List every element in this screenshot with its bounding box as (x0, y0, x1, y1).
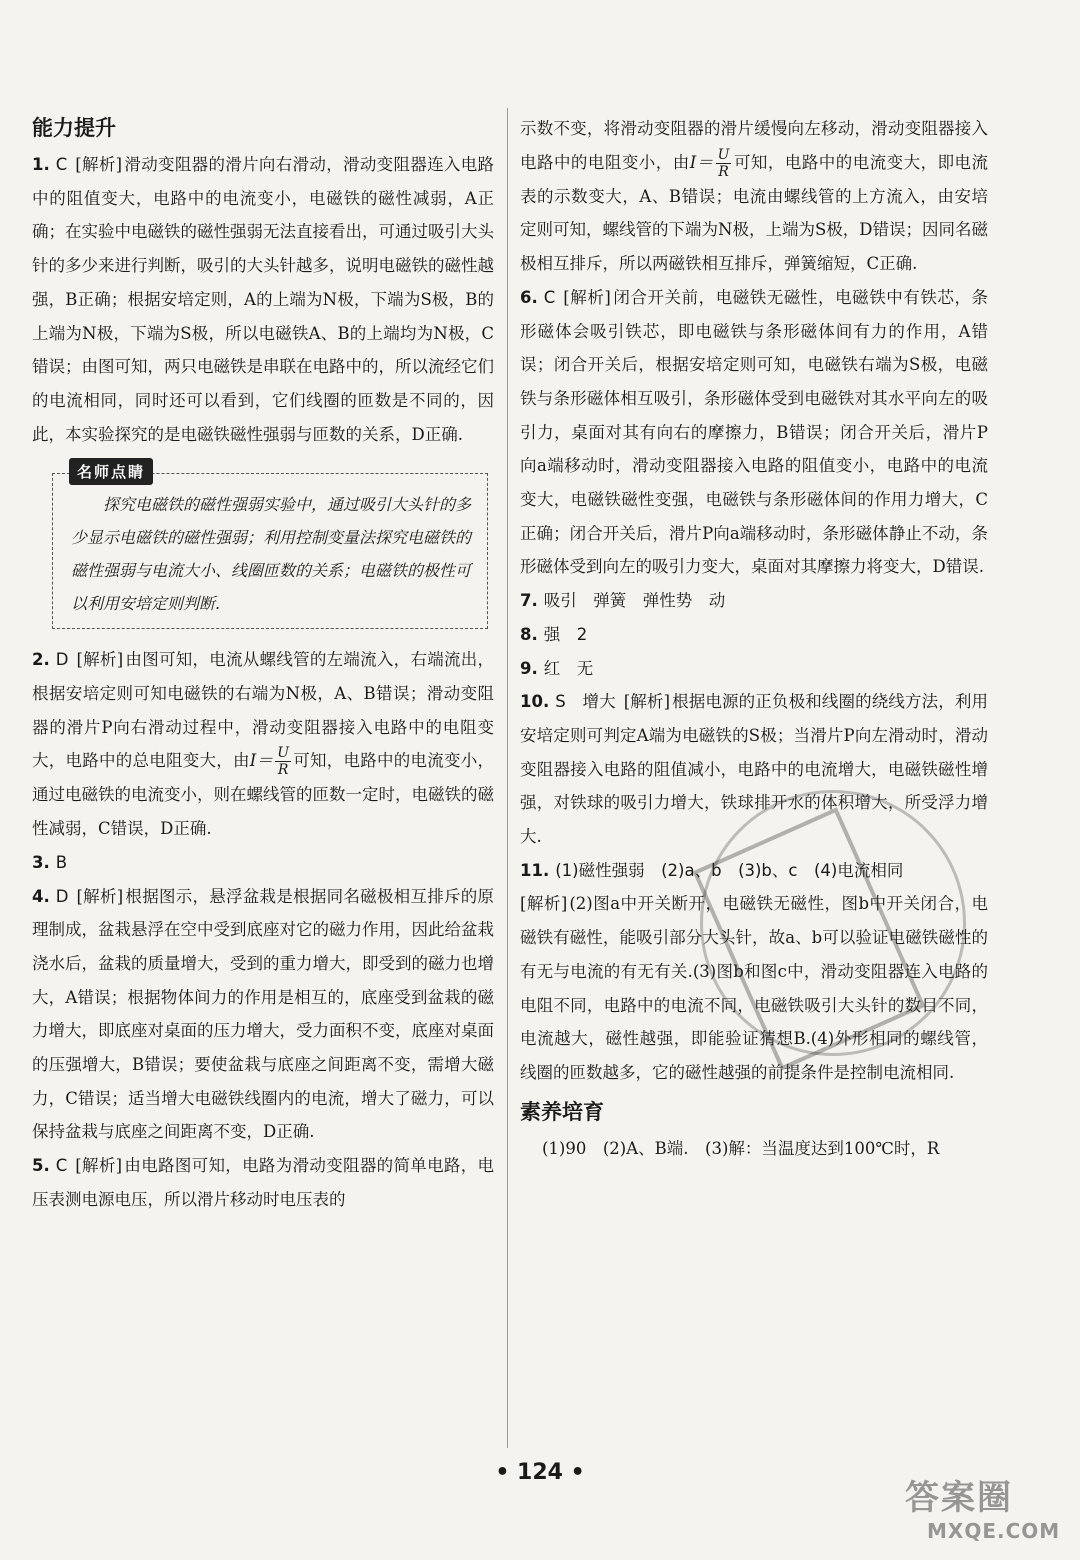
section-title-literacy: 素养培育 (520, 1099, 604, 1124)
tip-text: 探究电磁铁的磁性强弱实验中，通过吸引大头针的多少显示电磁铁的磁性强弱；利用控制变量法探究电磁铁的磁性强弱与电流大小、线圈匝数的关系；电磁铁的极性可以利用安培定则判断. (71, 495, 472, 614)
formula-ohm: I＝ $\frac{U}{R}$ (249, 745, 290, 779)
answer-item-10: 10. S 增大 [解析] 根据电源的正负极和线圈的绕线方法，利用安培定则可判定A端为电磁铁的S极；当滑片P向左滑动时，滑动变阻器接入电路的阻值减小，电路中的电流增大，电磁铁磁性增强，对铁球的吸引力增大，铁球排开水的体积增大，所受浮力增大. (520, 692, 989, 847)
answer-item-2: 2. D [解析] 由图可知，电流从螺线管的左端流入，右端流出，根据安培定则可知电磁铁的右端为N极，A、B错误；滑动变阻器的滑片P向右滑动过程中，滑动变阻器接入电路中的电阻变大，电路中的总电阻变大，由I＝ $\frac{U}{R}$ 可知，电路中的电流变小，通过电磁铁的电流变小，则在螺线管的匝数一定时，电磁铁的磁性减弱，C错误，D正确. (32, 650, 495, 839)
left-column (32, 112, 494, 1217)
answer-item-7: 7. 吸引 弹簧 弹性势 动 (520, 591, 726, 611)
answer-item-9: 9. 红 无 (520, 658, 594, 678)
literacy-text: (1)90 (2)A、B端. (3)解：当温度达到100℃时，R (542, 1138, 940, 1158)
answer-item-1: 1. C [解析] 滑动变阻器的滑片向右滑动，滑动变阻器连入电路中的阻值变大，电路中的电流变小，电磁铁的磁性减弱，A正确；在实验中电磁铁的磁性强弱无法直接看出，可通过吸引大头针的多少来进行判断，吸引的大头针越多，说明电磁铁的磁性越强，B正确；根据安培定则，A的上端为N极，下端为S极，B的上端为N极，下端为S极，所以电磁铁A、B的上端均为N极，C错误；由图可知，两只电磁铁是串联在电路中的，所以流经它们的电流相同，同时还可以看到，它们线圈的匝数是不同的，因此，本实验探究的是电磁铁磁性强弱与匝数的关系，D正确. (32, 155, 495, 444)
answer-item-8: 8. 强 2 (520, 624, 588, 644)
page-number: • 124 • (495, 1460, 585, 1485)
tip-label: 名师点睛 (69, 458, 153, 485)
answer-item-5: 5. C [解析] 由电路图可知，电路为滑动变阻器的简单电路，电压表测电源电压，所以滑片移动时电压表的 (32, 1156, 495, 1209)
answer-item-4: 4. D [解析] 根据图示，悬浮盆栽是根据同名磁极相互排斥的原理制成，盆栽悬浮在空中受到底座对它的磁力作用，因此给盆栽浇水后，盆栽的质量增大，受到的重力增大，即受到的磁力也增大，A错误；根据物体间力的作用是相互的，底座受到盆栽的磁力增大，即底座对桌面的压力增大，受力面积不变，底座对桌面的压强增大，B错误；要使盆栽与底座之间距离不变，需增大磁力，C错误；适当增大电磁铁线圈内的电流，增大了磁力，可以保持盆栽与底座之间距离不变，D正确. (32, 886, 495, 1142)
column-divider (507, 108, 508, 1448)
answer-item-6: 6. C [解析] 闭合开关前，电磁铁无磁性，电磁铁中有铁芯，条形磁体会吸引铁芯，即电磁铁与条形磁体间有力的作用，A错误；闭合开关后，根据安培定则可知，电磁铁右端为S极，电磁铁与条形磁体相互吸引，条形磁体受到电磁铁对其水平向左的吸引力，桌面对其有向右的摩擦力，B错误；闭合开关后，滑片P向a端移动时，滑动变阻器接入电路的阻值变小，电路中的电流变大，电磁铁磁性变强，电磁铁与条形磁体间的作用力增大，C正确；闭合开关后，滑片P向a端移动时，条形磁体静止不动，条形磁体受到向左的吸引力变大，桌面对其摩擦力将变大，D错误. (520, 287, 989, 577)
formula-ohm-2: I＝ $\frac{U}{R}$ (689, 146, 730, 180)
answer-item-5-continued: 示数不变，将滑动变阻器的滑片缓慢向左移动，滑动变阻器接入电路中的电阻变小，由I＝ $\frac{U}{R}$ 可知，电路中的电流变大，即电流表的示数变大，A、B错误；电流由螺线管的上方流入，由安培定则可知，螺线管的下端为N极，上端为S极，D错误；因同名磁极相互排斥，所以两磁铁相互排斥，弹簧缩短，C正确. (520, 119, 988, 274)
answer-item-11: 11. (1)磁性强弱 (2)a、b (3)b、c (4)电流相同 [解析] (2)图a中开关断开，电磁铁无磁性，图b中开关闭合，电磁铁有磁性，能吸引部分大头针，故a、b可以验证电磁铁磁性的有无与电流的有无有关.(3)图b和图c中，滑动变阻器连入电路的电阻不同，电路中的电流不同，电磁铁吸引大头针的数目不同，电流越大，磁性越强，即能验证猜想B.(4)外形相同的螺线管，线圈的匝数越多，它的磁性越强的前提条件是控制电流相同. (520, 860, 988, 1082)
section-title-ability: 能力提升 (32, 116, 116, 140)
tip-box (52, 463, 488, 629)
watermark-logo: 答案圈 MXQE.COM (905, 1478, 1061, 1543)
answer-item-3: 3. B (32, 852, 68, 872)
